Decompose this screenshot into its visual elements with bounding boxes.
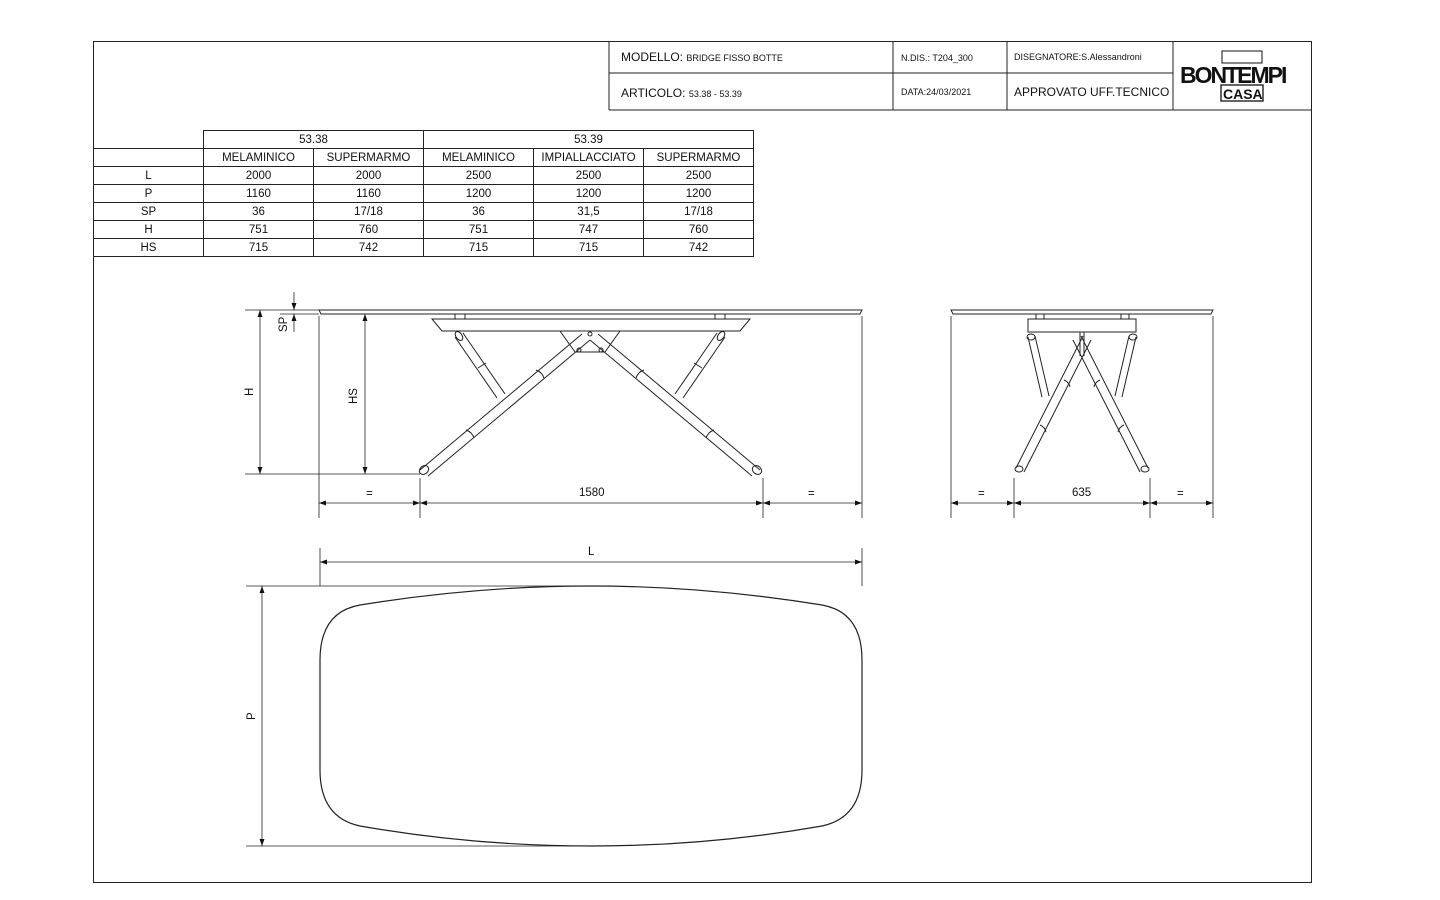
spec-cell: 2500 [644, 167, 754, 185]
front-leg-left [418, 334, 590, 476]
spec-cell: 715 [204, 239, 314, 257]
spec-column-header: SUPERMARMO [314, 149, 424, 167]
front-tabletop [319, 310, 862, 314]
ndis-field: N.DIS.: T204_300 [901, 53, 973, 63]
dimension-lines [245, 292, 1213, 846]
spec-cell: 2000 [314, 167, 424, 185]
spec-column-header: MELAMINICO [204, 149, 314, 167]
dim-p-label: P [246, 712, 258, 720]
spec-cell: 1200 [424, 185, 534, 203]
front-apron [432, 319, 750, 331]
spec-cell: 2500 [534, 167, 644, 185]
dim-front-left-eq: = [366, 488, 373, 500]
spec-group-header: 53.38 [204, 131, 424, 149]
spec-cell: 36 [204, 203, 314, 221]
side-strut-right [1115, 334, 1137, 397]
side-leg-right [1073, 336, 1149, 472]
spec-row-label: H [94, 221, 204, 239]
spec-cell: 36 [424, 203, 534, 221]
spec-cell: 760 [314, 221, 424, 239]
spec-cell: 751 [204, 221, 314, 239]
spec-cell: 742 [314, 239, 424, 257]
disegnatore-field: DISEGNATORE:S.Alessandroni [1014, 52, 1142, 62]
data-field: DATA:24/03/2021 [901, 87, 972, 97]
front-strut-left [454, 330, 505, 398]
dim-h-label: H [244, 387, 256, 396]
spec-group-header: 53.39 [424, 131, 754, 149]
dim-side-width: 635 [1072, 487, 1092, 499]
dim-sp-label: SP [278, 316, 290, 332]
spec-cell: 1160 [314, 185, 424, 203]
spec-cell: 715 [424, 239, 534, 257]
spec-column-header: SUPERMARMO [644, 149, 754, 167]
spec-cell: 17/18 [644, 203, 754, 221]
side-view [951, 310, 1213, 472]
spec-cell: 1200 [534, 185, 644, 203]
side-tabletop [951, 310, 1213, 314]
spec-cell: 751 [424, 221, 534, 239]
logo-top-text: BONTEMPI [1180, 62, 1286, 88]
dim-front-right-eq: = [808, 488, 815, 500]
front-strut-right [675, 330, 726, 398]
front-leg-right [590, 334, 763, 476]
spec-cell: 1160 [204, 185, 314, 203]
spec-cell: 742 [644, 239, 754, 257]
side-strut-left [1027, 334, 1049, 397]
spec-cell: 2000 [204, 167, 314, 185]
spec-row-label: SP [94, 203, 204, 221]
spec-row-label: P [94, 185, 204, 203]
spec-cell: 715 [534, 239, 644, 257]
spec-column-header: IMPIALLACCIATO [534, 149, 644, 167]
spec-cell: 2500 [424, 167, 534, 185]
front-central-bracket [560, 331, 620, 352]
dim-front-width: 1580 [579, 487, 605, 499]
dim-l-label: L [588, 546, 595, 558]
articolo-value: 53.38 - 53.39 [688, 89, 742, 99]
logo-bottom-text: CASA [1223, 86, 1263, 102]
side-apron [1028, 319, 1136, 332]
dim-side-right-eq: = [1177, 488, 1184, 500]
front-view [319, 310, 862, 476]
modello-value: BRIDGE FISSO BOTTE [686, 53, 783, 63]
dim-hs-label: HS [348, 388, 360, 404]
spec-row-label: HS [94, 239, 204, 257]
spec-row-label: L [94, 167, 204, 185]
dim-side-left-eq: = [978, 488, 985, 500]
spec-cell: 31,5 [534, 203, 644, 221]
spec-cell: 17/18 [314, 203, 424, 221]
spec-cell: 747 [534, 221, 644, 239]
top-view-outline [320, 586, 862, 846]
modello-label: MODELLO: [621, 50, 684, 64]
articolo-label: ARTICOLO: [621, 86, 686, 100]
spec-cell: 760 [644, 221, 754, 239]
spec-cell: 1200 [644, 185, 754, 203]
approvato-field: APPROVATO UFF.TECNICO [1014, 85, 1170, 99]
spec-column-header: MELAMINICO [424, 149, 534, 167]
side-leg-left [1015, 336, 1091, 472]
